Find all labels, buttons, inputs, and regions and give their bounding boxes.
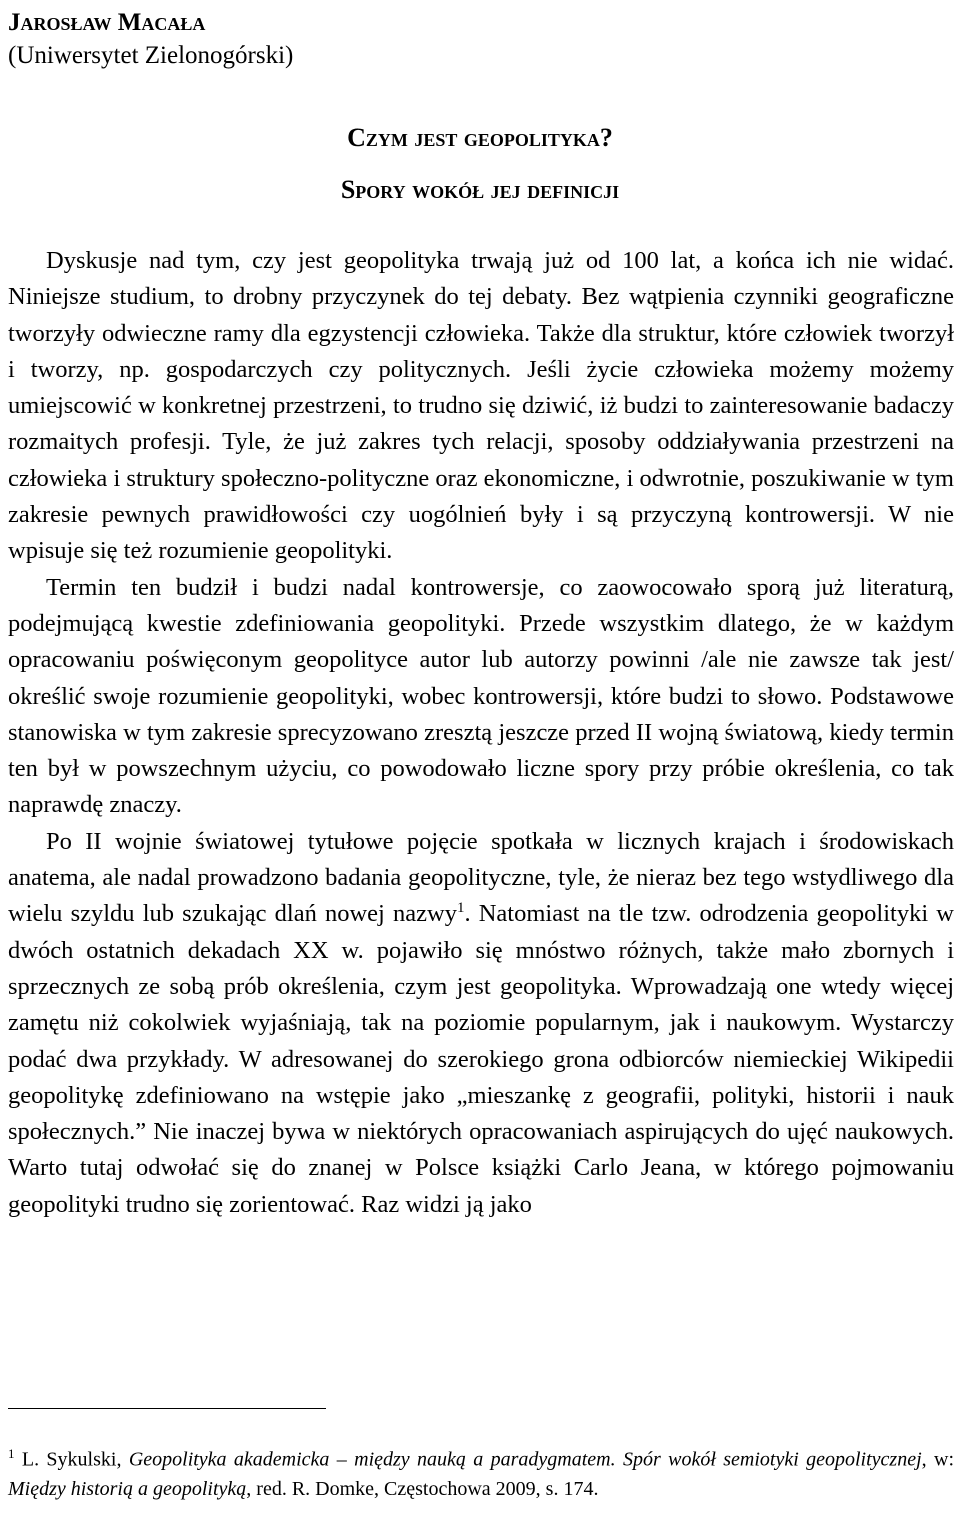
paragraph-3-part-1: Po II wojnie światowej tytułowe pojęcie spotkała w licznych krajach i środowiskach anatema, ale nadal prowadzono badania geopolityczne, tyle, że nieraz bez tego wstydliwego dla wielu szyldu lub szukając dlań nowej nazwy — [8, 827, 954, 928]
paragraph-2: Termin ten budził i budzi nadal kontrowersje, co zaowocowało sporą już literaturą, podejmującą kwestie zdefiniowania geopolityki. Przede wszystkim dlatego, że w każdym opracowaniu poświęconym geopolityce autor lub autorzy powinni /ale nie zawsze tak jest/ określić swoje rozumienie geopolityki, wobec kontrowersji, które budzi to słowo. Podstawowe stanowiska w tym zakresie sprecyzowano zresztą jeszcze przed II wojną światową, kiedy termin ten był w powszechnym użyciu, co powodowało liczne spory przy próbie określenia, co tak naprawdę znaczy. — [8, 573, 954, 819]
title-line-1: Czym jest geopolityka? — [347, 123, 613, 152]
author-name: Jarosław Macała — [8, 9, 206, 36]
article-body — [8, 243, 954, 1223]
author-affiliation: (Uniwersytet Zielonogórski) — [8, 42, 294, 69]
footnote-rest: , red. R. Domke, Częstochowa 2009, s. 174. — [246, 1477, 599, 1500]
footnote-separator-text: , w: — [921, 1448, 954, 1471]
footnote-title-2: Między historią a geopolityką — [8, 1477, 247, 1500]
paragraph-1: Dyskusje nad tym, czy jest geopolityka trwają już od 100 lat, a końca ich nie widać. Niniejsze studium, to drobny przyczynek do tej debaty. Bez wątpienia czynniki geograficzne tworzyły odwieczne ramy dla egzystencji człowieka. Także dla struktur, które człowiek tworzył i tworzy, np. gospodarczych czy politycznych. Jeśli życie człowieka możemy możemy umiejscowić w konkretnej przestrzeni, to trudno się dziwić, iż budzi to zainteresowanie badaczy rozmaitych profesji. Tyle, że już zakres tych relacji, sposoby oddziaływania przestrzeni na człowieka i struktury społeczno-polityczne oraz ekonomiczne, i odwrotnie, poszukiwanie w tym zakresie pewnych prawidłowości czy uogólnień były i są przyczyną kontrowersji. W nie wpisuje się też rozumienie geopolityki. — [8, 247, 954, 565]
footnote-number: 1 — [8, 1446, 15, 1461]
footnote — [8, 1439, 954, 1504]
article-title — [0, 112, 960, 216]
paragraph-3-part-2: . Natomiast na tle tzw. odrodzenia geopolityki w dwóch ostatnich dekadach XX w. pojawiło się mnóstwo różnych, także mało zbornych i sprzecznych ze sobą prób określenia, czym jest geopolityka. Wprowadzają one wtedy więcej zamętu niż cokolwiek wyjaśniają, tak na poziomie popularnym, jak i naukowym. Wystarczy podać dwa przykłady. W adresowanej do szerokiego grona odbiorców niemieckiej Wikipedii geopolitykę zdefiniowano na wstępie jako „mieszankę z geografii, polityki, historii i nauk społecznych.” Nie inaczej bywa w niektórych opracowaniach aspirujących do ujęć naukowych. Warto tutaj odwołać się do znanej w Polsce książki Carlo Jeana, w którego pojmowaniu geopolityki trudno się zorientować. Raz widzi ją jako — [8, 900, 954, 1218]
footnote-author: L. Sykulski, — [14, 1448, 129, 1471]
footnote-separator — [8, 1408, 326, 1409]
title-line-2: Spory wokół jej definicji — [340, 175, 620, 204]
paragraph-3 — [8, 824, 954, 1223]
footnote-reference[interactable]: 1 — [456, 900, 465, 917]
author-header — [8, 6, 293, 72]
footnote-title-1: Geopolityka akademicka – między nauką a paradygmatem. Spór wokół semiotyki geopolitycznej — [128, 1448, 922, 1471]
